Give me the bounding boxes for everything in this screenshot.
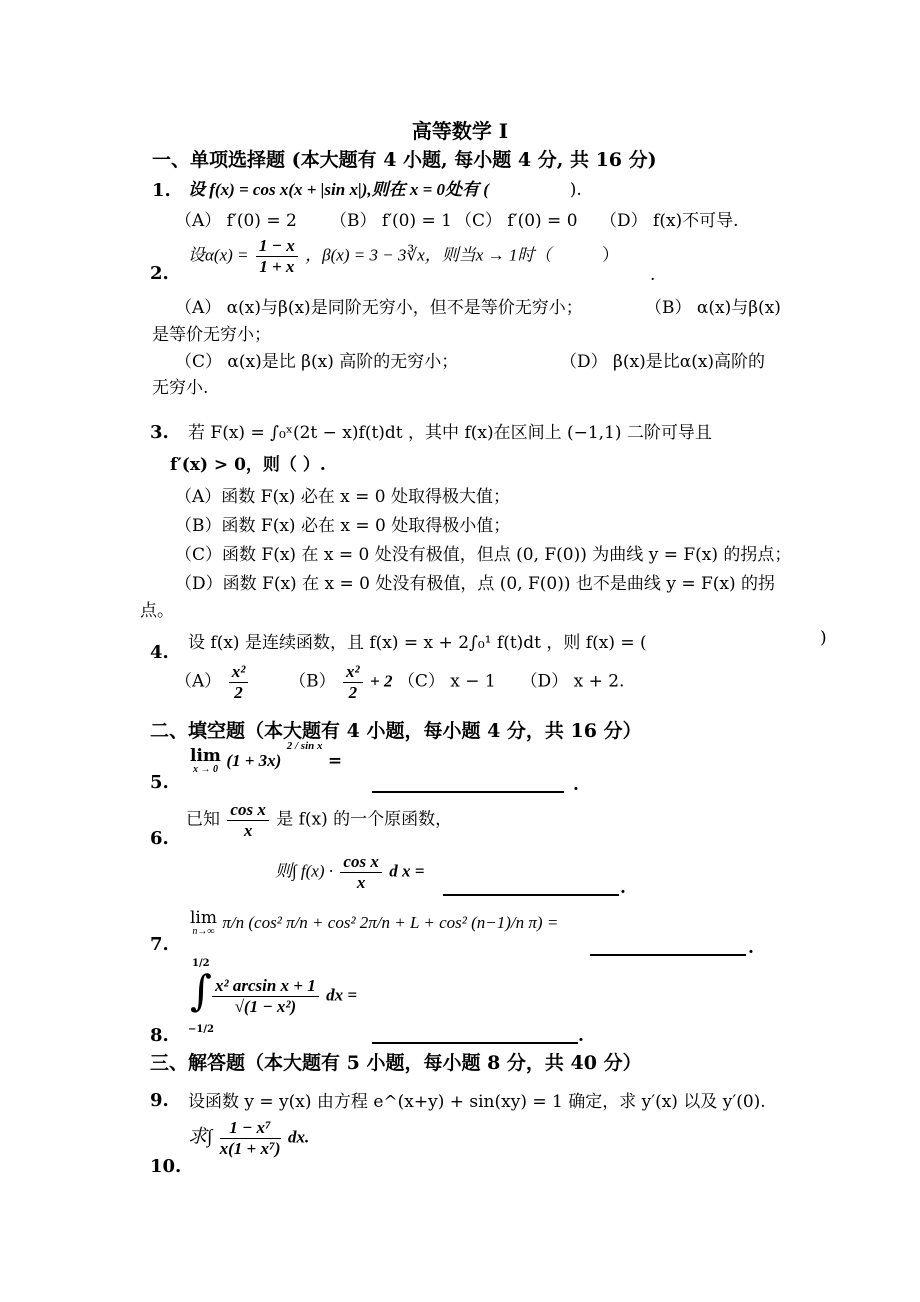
- q2-frac-num: 1 − x: [256, 236, 298, 257]
- q3-stem-2: f′(x) > 0，则（ ）.: [170, 455, 326, 475]
- q10-number: 10.: [150, 1156, 182, 1177]
- q8-frac-num: x² arcsin x + 1: [212, 976, 319, 997]
- q2-option-d: （D） β(x)是比α(x)高阶的: [560, 352, 766, 372]
- q6-known-label: 已知: [186, 809, 220, 830]
- q6-then-num: cos x: [340, 852, 381, 873]
- q2-stem-end: ）: [602, 245, 620, 266]
- q8-number: 8.: [150, 1025, 169, 1046]
- q6-known-num: cos x: [227, 800, 268, 821]
- q3-stem: 若 F(x) = ∫₀ˣ(2t − x)f(t)dt ，其中 f(x)在区间上 (−1,1) 二阶可导且: [188, 423, 712, 443]
- q10-frac-den: x(1 + x⁷): [219, 1138, 281, 1158]
- q1-stem-end: ).: [569, 180, 582, 200]
- q2-stem-a: 设α(x) =: [188, 245, 249, 265]
- page-title: 高等数学 I: [411, 119, 509, 143]
- q2-stem-b: ，β(x) = 3 − 3∛x，则当x → 1时（: [305, 245, 552, 265]
- q4-option-b-label: （B）: [289, 671, 336, 692]
- q1-option-a: （A） f′(0) = 2: [175, 211, 297, 231]
- q7-lim-word: lim: [190, 908, 217, 928]
- q2-option-c: （C） α(x)是比 β(x) 高阶的无穷小；: [175, 352, 459, 372]
- q5-answer-blank[interactable]: [372, 773, 564, 791]
- q4-option-b-frac: [343, 662, 363, 702]
- q7-expression: [190, 910, 558, 937]
- q7-limit: [190, 910, 217, 937]
- q6-then-text: 则∫ f(x) ·: [275, 861, 333, 881]
- q6-known-frac: [227, 800, 268, 840]
- q2-option-b: （B） α(x)与β(x): [645, 298, 781, 318]
- q2-number: 2.: [150, 263, 169, 284]
- q6-then-tail: d x =: [389, 861, 425, 881]
- q2-option-b-cont: 是等价无穷小；: [152, 325, 271, 345]
- q3-option-d-cont: 点。: [140, 601, 174, 621]
- q2-frac-den: 1 + x: [259, 256, 295, 276]
- q4-stem-end: ): [820, 628, 827, 648]
- section-1-heading: 一、单项选择题 (本大题有 4 小题, 每小题 4 分, 共 16 分): [152, 149, 657, 171]
- q3-option-d: （D）函数 F(x) 在 x = 0 处没有极值，点 (0, F(0)) 也不是曲线 y = F(x) 的拐: [175, 574, 776, 594]
- q4-option-b-num: x²: [343, 662, 363, 683]
- q2-fraction: [256, 236, 298, 276]
- q3-option-c: （C）函数 F(x) 在 x = 0 处没有极值，但点 (0, F(0)) 为曲线 y = F(x) 的拐点；: [175, 545, 792, 565]
- q1-option-c: （C） f′(0) = 0: [455, 211, 578, 231]
- q5-lim-word: lim: [190, 746, 221, 766]
- q4-stem: 设 f(x) 是连续函数，且 f(x) = x + 2∫₀¹ f(t)dt ，则 f(x) = (: [188, 633, 647, 653]
- q3-number: 3.: [150, 422, 169, 443]
- q4-option-c: （C） x − 1: [397, 671, 496, 692]
- q1-stem-text: 设 f(x) = cos x(x + |sin x|),则在 x = 0处有 (: [188, 180, 489, 199]
- q2-stem: [188, 236, 619, 276]
- q3-option-a: （A）函数 F(x) 必在 x = 0 处取得极大值；: [175, 487, 510, 507]
- q1-stem: [188, 175, 582, 200]
- q10-frac-num: 1 − x⁷: [220, 1118, 281, 1139]
- q4-option-b-den: 2: [348, 682, 358, 702]
- q7-number: 7.: [150, 934, 169, 955]
- q8-end: .: [578, 1026, 584, 1046]
- q9-number: 9.: [150, 1090, 169, 1111]
- q4-option-a-num: x²: [229, 662, 249, 683]
- q7-answer-blank[interactable]: [590, 936, 746, 954]
- q6-known: [186, 800, 452, 840]
- q6-known-den: x: [243, 820, 253, 840]
- q4-options: [175, 662, 624, 702]
- q2-option-a: （A） α(x)与β(x)是同阶无穷小，但不是等价无穷小；: [175, 298, 583, 318]
- q10-stem-a: 求∫: [188, 1126, 213, 1148]
- q8-frac-den: √(1 − x²): [234, 996, 297, 1016]
- q5-number: 5.: [150, 772, 169, 793]
- q5-lim-sub: x → 0: [192, 764, 218, 775]
- q8-tail: dx =: [326, 985, 358, 1005]
- q4-option-a-label: （A）: [175, 671, 222, 692]
- q4-option-a-den: 2: [234, 682, 243, 702]
- q7-end: .: [748, 938, 754, 958]
- q6-then: [275, 852, 424, 892]
- q1-number: 1.: [152, 180, 171, 201]
- section-3-heading: 三、解答题（本大题有 5 小题，每小题 8 分，共 40 分）: [150, 1052, 642, 1074]
- q6-answer-blank[interactable]: [443, 876, 619, 894]
- q4-option-b-tail: + 2: [370, 671, 393, 691]
- q4-option-a-frac: [229, 662, 249, 702]
- integral-icon: ∫: [190, 966, 212, 1015]
- q5-expression: [190, 740, 343, 775]
- q7-expr: π/n (cos² π/n + cos² 2π/n + L + cos² (n−1)/n π) =: [222, 913, 559, 932]
- q1-option-b: （B） f′(0) = 1: [330, 211, 452, 231]
- q8-frac: [212, 976, 319, 1016]
- q6-number: 6.: [150, 828, 169, 849]
- q2-period: .: [650, 265, 656, 285]
- q10-stem-b: dx.: [287, 1127, 310, 1147]
- q8-lower-limit: −1/2: [188, 1024, 214, 1035]
- q3-option-b: （B）函数 F(x) 必在 x = 0 处取得极小值；: [175, 516, 511, 536]
- q8-answer-blank[interactable]: [372, 1024, 578, 1042]
- q6-then-den: x: [356, 872, 366, 892]
- q6-then-frac: [340, 852, 381, 892]
- q4-option-d: （D） x + 2.: [520, 671, 625, 692]
- q10-frac: [220, 1118, 281, 1158]
- q8-integrand: [210, 976, 357, 1016]
- q4-number: 4.: [150, 642, 169, 663]
- q6-end: .: [620, 878, 626, 898]
- section-2-heading: 二、填空题（本大题有 4 小题，每小题 4 分，共 16 分）: [150, 720, 642, 742]
- q7-lim-sub: n→∞: [192, 926, 215, 937]
- q10-stem: [188, 1118, 309, 1158]
- q5-limit: [190, 748, 221, 775]
- q8-upper-limit: 1/2: [192, 958, 210, 969]
- q5-end: .: [573, 775, 579, 795]
- q1-option-d: （D） f(x)不可导.: [600, 211, 739, 231]
- q5-exponent: 2 / sin x: [286, 740, 323, 753]
- q5-equals: =: [327, 751, 343, 771]
- q2-option-d-cont: 无穷小.: [152, 378, 209, 398]
- q5-expr: (1 + 3x): [226, 751, 282, 770]
- q9-stem: 设函数 y = y(x) 由方程 e^(x+y) + sin(xy) = 1 确定，求 y′(x) 以及 y′(0).: [188, 1092, 766, 1112]
- q6-known-tail: 是 f(x) 的一个原函数，: [276, 809, 453, 830]
